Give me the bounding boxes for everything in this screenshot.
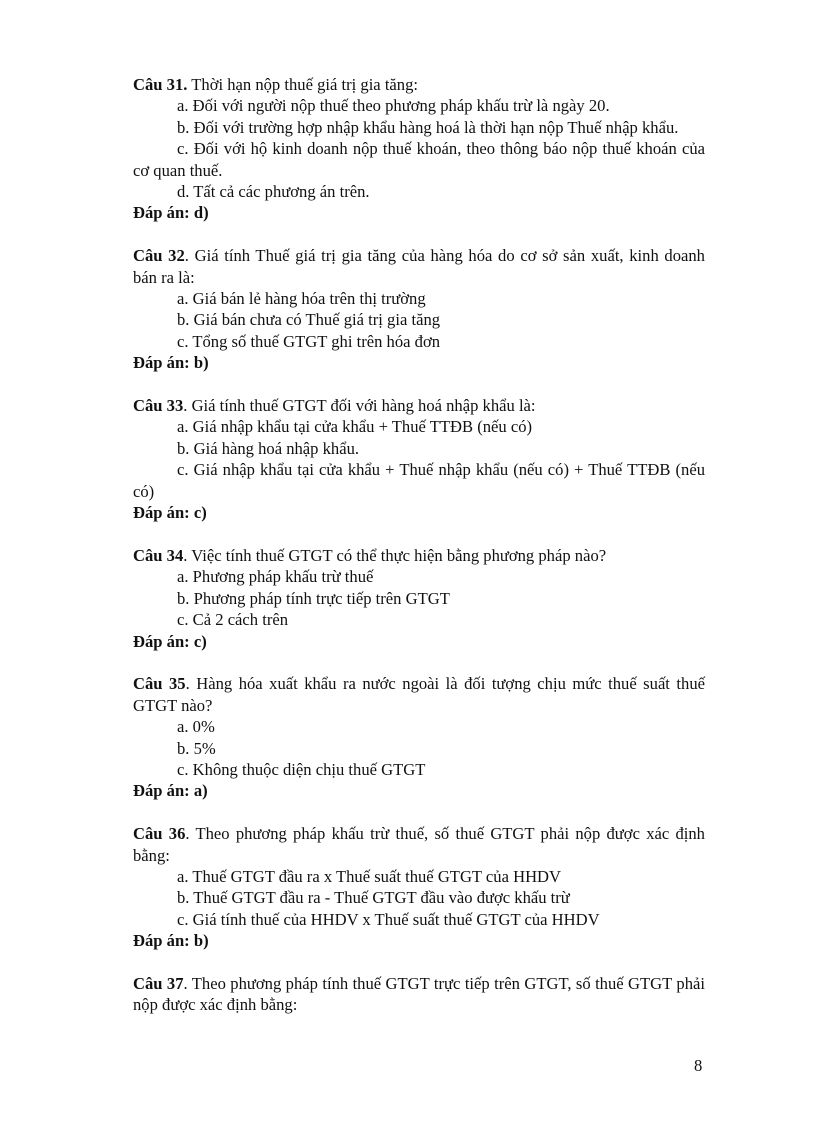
answer: Đáp án: b) [133,931,209,951]
question-text: . Việc tính thuế GTGT có thể thực hiện bằng phương pháp nào? [183,545,607,565]
question-text: Thời hạn nộp thuế giá trị gia tăng: [187,75,419,94]
question-number: Câu 37 [133,973,184,993]
question-35 [133,673,705,801]
option-b: b. 5% [177,738,216,758]
question-text: . Hàng hóa xuất khẩu ra nước ngoài là đối tượng chịu mức thuế suất thuế GTGT nào? [133,674,705,715]
answer: Đáp án: c) [133,631,207,651]
document-page [133,74,705,1037]
option-c: c. Đối với hộ kinh doanh nộp thuế khoán, theo thông báo nộp thuế khoán của cơ quan thuế. [133,139,705,180]
question-number: Câu 34 [133,545,184,565]
question-number: Câu 33 [133,396,184,416]
page-number: 8 [694,1056,703,1075]
option-d: d. Tất cả các phương án trên. [177,182,370,202]
option-b: b. Giá hàng hoá nhập khẩu. [177,438,360,458]
question-stem [133,973,705,1016]
question-33 [133,395,705,523]
question-stem [133,545,705,566]
question-34 [133,545,705,652]
question-number: Câu 36 [133,824,186,844]
option-b: b. Thuế GTGT đầu ra - Thuế GTGT đầu vào được khấu trừ [177,888,570,908]
question-number: Câu 35 [133,674,186,694]
question-number: Câu 31. [133,75,188,94]
option-c: c. Cả 2 cách trên [177,610,289,630]
option-a: a. Thuế GTGT đầu ra x Thuế suất thuế GTGT của HHDV [177,866,562,886]
question-text: . Giá tính thuế GTGT đối với hàng hoá nhập khẩu là: [183,396,536,416]
option-a: a. Giá bán lẻ hàng hóa trên thị trường [177,289,426,309]
question-text: . Theo phương pháp tính thuế GTGT trực tiếp trên GTGT, số thuế GTGT phải nộp được xác định bằng: [133,973,705,1015]
question-36 [133,823,705,951]
option-a: a. Phương pháp khấu trừ thuế [177,567,374,587]
question-stem [133,245,705,288]
question-31 [133,74,705,224]
option-a: a. Giá nhập khẩu tại cửa khẩu + Thuế TTĐB (nếu có) [177,417,533,437]
option-c: c. Không thuộc diện chịu thuế GTGT [177,759,426,779]
question-stem [133,74,705,95]
option-b: b. Phương pháp tính trực tiếp trên GTGT [177,588,450,608]
option-c: c. Giá tính thuế của HHDV x Thuế suất thuế GTGT của HHDV [177,909,600,929]
option-c: c. Tổng số thuế GTGT ghi trên hóa đơn [177,331,441,351]
answer: Đáp án: a) [133,781,208,801]
question-stem [133,673,705,716]
option-c: c. Giá nhập khẩu tại cửa khẩu + Thuế nhập khẩu (nếu có) + Thuế TTĐB (nếu có) [133,460,705,501]
option-b: b. Giá bán chưa có Thuế giá trị gia tăng [177,310,441,330]
option-a: a. Đối với người nộp thuế theo phương pháp khấu trừ là ngày 20. [177,96,610,116]
answer: Đáp án: c) [133,503,207,523]
question-text: . Giá tính Thuế giá trị gia tăng của hàng hóa do cơ sở sản xuất, kinh doanh bán ra là: [133,246,705,287]
question-stem [133,395,705,416]
option-b: b. Đối với trường hợp nhập khẩu hàng hoá là thời hạn nộp Thuế nhập khẩu. [177,117,679,137]
question-number: Câu 32 [133,246,185,266]
answer: Đáp án: b) [133,353,209,373]
question-32 [133,245,705,373]
question-stem [133,823,705,866]
answer: Đáp án: d) [133,203,209,223]
question-37 [133,973,705,1016]
option-a: a. 0% [177,717,215,737]
question-text: . Theo phương pháp khấu trừ thuế, số thuế GTGT phải nộp được xác định bằng: [133,824,705,865]
